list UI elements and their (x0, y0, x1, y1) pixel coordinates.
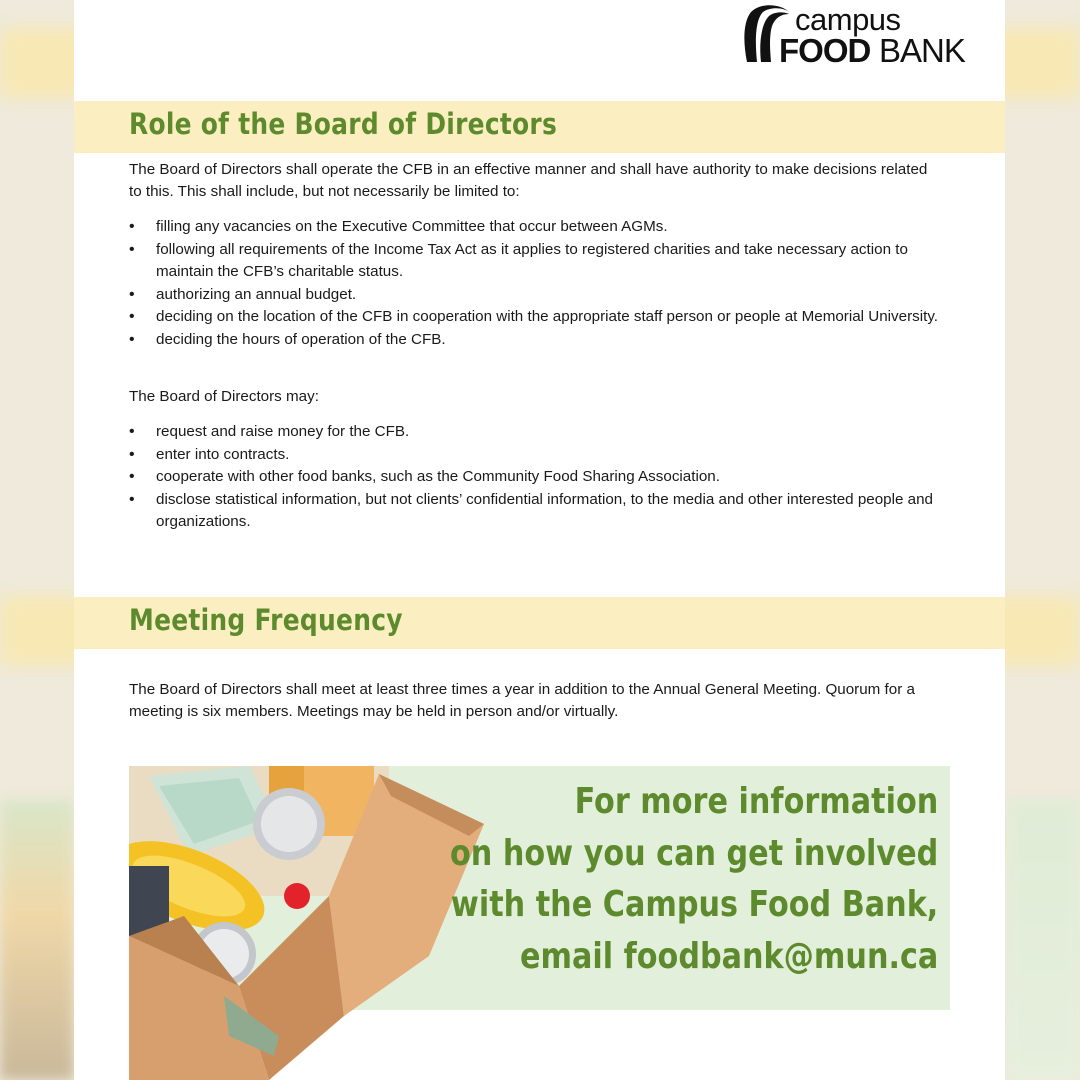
section-heading-band (74, 597, 1005, 649)
campus-food-bank-logo (741, 2, 965, 69)
list-item: • authorizing an annual budget. (129, 284, 944, 307)
logo-word-bank: BANK (879, 32, 965, 69)
logo-word-campus: campus (795, 2, 901, 37)
list-item: • deciding the hours of operation of the CFB. (129, 329, 944, 352)
promo-line: with the Campus Food Bank, (450, 884, 938, 925)
document-page (74, 0, 1005, 1080)
list-item: • enter into contracts. (129, 444, 944, 467)
promo-banner (129, 766, 950, 1080)
section-heading-band (74, 101, 1005, 153)
promo-line: on how you can get involved (449, 832, 938, 874)
bullet-icon: • (129, 240, 135, 258)
bullet-icon: • (129, 468, 135, 486)
bullet-icon: • (129, 218, 135, 235)
duties-list (129, 216, 944, 352)
promo-line: For more information (574, 781, 938, 822)
list-item: • disclose statistical information, but not clients’ confidential information, to the media and other interested people and organizations. (129, 490, 933, 531)
section-heading-meeting: Meeting Frequency (129, 603, 403, 637)
list-item: • request and raise money for the CFB. (129, 421, 944, 444)
list-item: • following all requirements of the Income Tax Act as it applies to registered charities and take necessary action to maintain the CFB’s charitable status. (129, 240, 908, 281)
bullet-icon: • (129, 423, 135, 440)
bullet-icon: • (129, 285, 135, 303)
meeting-paragraph: The Board of Directors shall meet at least three times a year in addition to the Annual General Meeting. Quorum for a meeting is six members. Meetings may be held in person and/or virtually. (129, 681, 915, 720)
powers-list (129, 421, 944, 534)
promo-text (450, 776, 938, 982)
bullet-icon: • (129, 490, 135, 508)
bullet-icon: • (129, 445, 135, 463)
list-item: • cooperate with other food banks, such as the Community Food Sharing Association. (129, 466, 944, 489)
list-item: • deciding on the location of the CFB in cooperation with the appropriate staff person or people at Memorial University. (129, 306, 944, 329)
list-item: • filling any vacancies on the Executive Committee that occur between AGMs. (129, 216, 944, 239)
logo-word-food: FOOD (779, 32, 871, 69)
may-intro-paragraph: The Board of Directors may: (129, 388, 319, 405)
food-box-illustration (129, 766, 489, 1080)
bullet-icon: • (129, 330, 135, 348)
promo-email-line[interactable]: email foodbank@mun.ca (519, 935, 938, 977)
role-intro-paragraph: The Board of Directors shall operate the CFB in an effective manner and shall have authority to make decisions related to this. This shall include, but not necessarily be limited to: (129, 161, 928, 200)
section-heading-role: Role of the Board of Directors (129, 107, 558, 141)
bullet-icon: • (129, 308, 135, 326)
